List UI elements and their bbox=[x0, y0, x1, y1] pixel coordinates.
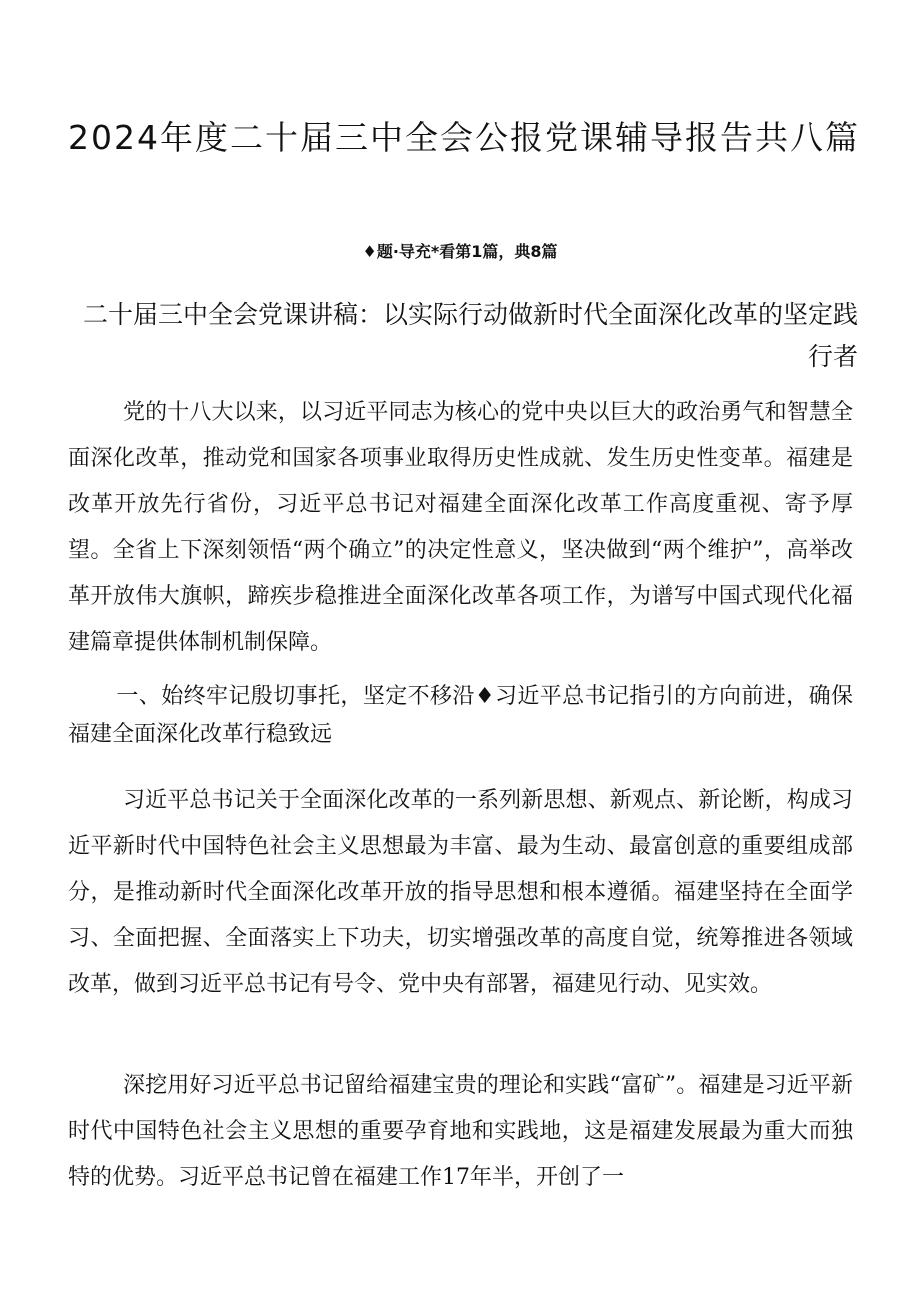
body-paragraph: 深挖用好习近平总书记留给福建宝贵的理论和实践“富矿”。福建是习近平新时代中国特色社会主义思想的重要孕育地和实践地，这是福建发展最为重大而独特的优势。习近平总书记曾在福建工作17年半，开创了一 bbox=[68, 1073, 853, 1190]
section-heading: 一、始终牢记殷切事托，坚定不移沿♦习近平总书记指引的方向前进，确保福建全面深化改革行稳致远 bbox=[68, 684, 853, 747]
document-title: 2024年度二十届三中全会公报党课辅导报告共八篇 bbox=[68, 118, 860, 157]
document-subtitle: ♦题·导充*看第1篇，典8篇 bbox=[362, 242, 558, 261]
body-paragraph: 党的十八大以来，以习近平同志为核心的党中央以巨大的政治勇气和智慧全面深化改革，推动党和国家各项事业取得历史性成就、发生历史性变革。福建是改革开放先行省份，习近平总书记对福建全面深化改革工作高度重视、寄予厚望。全省上下深刻领悟“两个确立”的决定性意义，坚决做到“两个维护”，高举改革开放伟大旗帜，蹄疾步稳推进全面深化改革各项工作，为谱写中国式现代化福建篇章提供体制机制保障。 bbox=[68, 400, 853, 655]
body-paragraph: 习近平总书记关于全面深化改革的一系列新思想、新观点、新论断，构成习近平新时代中国特色社会主义思想最为丰富、最为生动、最富创意的重要组成部分，是推动新时代全面深化改革开放的指导思想和根本遵循。福建坚持在全面学习、全面把握、全面落实上下功夫，切实增强改革的高度自觉，统筹推进各领域改革，做到习近平总书记有号令、党中央有部署，福建见行动、见实效。 bbox=[68, 788, 853, 997]
article-title: 二十届三中全会党课讲稿：以实际行动做新时代全面深化改革的坚定践行者 bbox=[82, 300, 858, 371]
